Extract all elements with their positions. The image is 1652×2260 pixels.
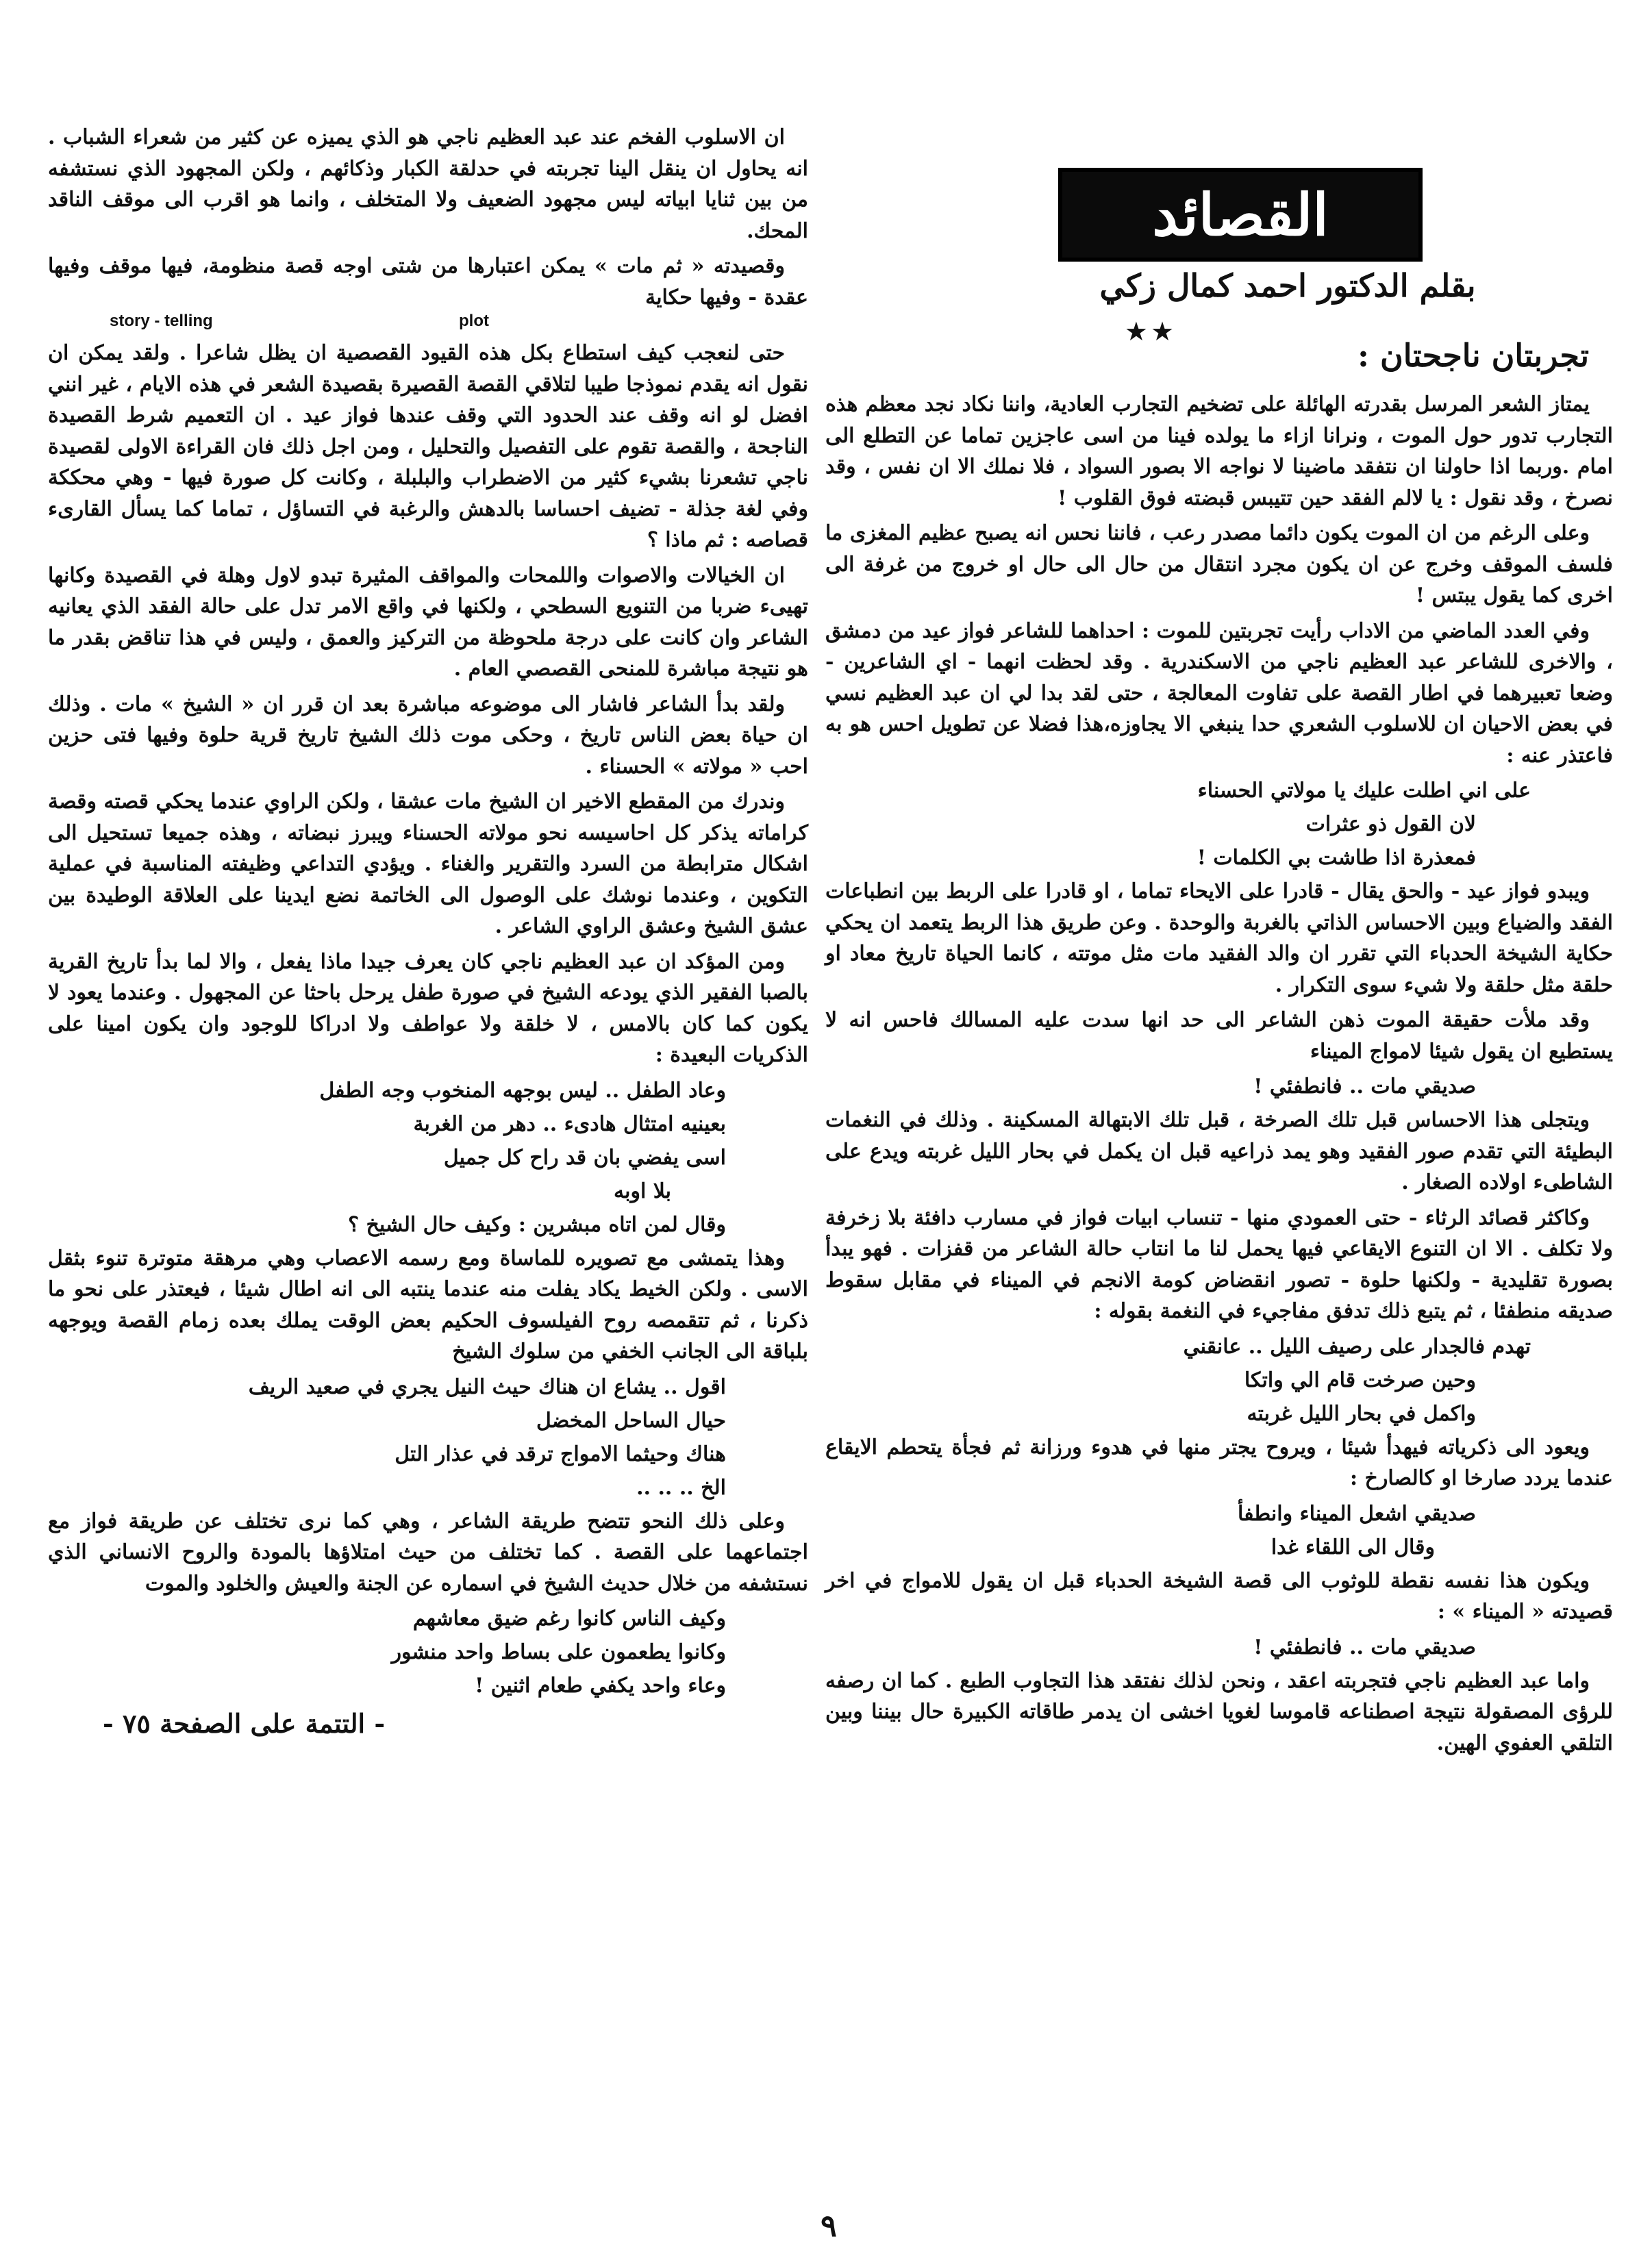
stars-ornament: ★★ xyxy=(1124,316,1177,347)
verse-line: حيال الساحل المخضل xyxy=(536,1408,726,1433)
paragraph: وقصيدته « ثم مات » يمكن اعتبارها من شتى اوجه قصة منظومة، فيها موقف وفيها عقدة - وفيها حكاية xyxy=(48,254,808,310)
paragraph: ان الاسلوب الفخم عند عبد العظيم ناجي هو الذي يميزه عن كثير من شعراء الشباب . انه يحاول ان ينقل الينا تجربته في حدلقة الكبار وذكائهم ، ولكن المجهود الذي نستشفه من بين ثنايا ابياته ليس مجهود الضعيف ولا المتخلف ، وانما هو اقرب الى موقف الناقد المحك. xyxy=(48,125,808,243)
right-column xyxy=(825,389,1613,1763)
paragraph: ويعود الى ذكرياته فيهدأ شيئا ، ويروح يجتر منها في هدوء ورزانة ثم فجأة يتحطم الايقاع عندما يردد صارخا او كالصارخ : xyxy=(825,1435,1613,1490)
verse-line: وحين صرخت قام الي واتكا xyxy=(1244,1368,1476,1392)
paragraph: ويتجلى هذا الاحساس قبل تلك الصرخة ، قبل تلك الابتهالة المسكينة . وذلك في النغمات البطيئة التي تقدم صور الفقيد وهو يمد ذراعيه قبل ان يكمل في بحار الليل غربته ويدع على الشاطىء اولاده الصغار . xyxy=(825,1108,1613,1194)
term-story-telling: story - telling xyxy=(110,312,213,330)
paragraph: وكاكثر قصائد الرثاء - حتى العمودي منها - تنساب ابيات فواز في مسارب دافئة بلا زخرفة ولا تكلف . الا ان التنوع الايقاعي فيها يحمل لنا ما انتاب حالة الشاعر من قفزات . فهو يبدأ بصورة تقليدية - ولكنها حلوة - تصور انقضاض كومة الانجم في الميناء في مقابل سقوط صديقه منطفئا ، ثم يتبع ذلك تدفق مفاجيء في النغمة بقوله : xyxy=(825,1205,1613,1323)
verse-line: الخ .. .. .. xyxy=(636,1475,726,1500)
paragraph: يمتاز الشعر المرسل بقدرته الهائلة على تضخيم التجارب العادية، واننا نكاد نجد معظم هذه التجارب تدور حول الموت ، ونرانا ازاء ما يولده فينا من اسى عاجزين تماما عن التطلع الى امام .وربما اذا حاولنا ان نتفقد ماضينا لا نواجه الا بصور السواد ، فلا نملك الا ان نفس ، وقد نصرخ ، وقد نقول : يا لالم الفقد حين تتيبس قبضته فوق القلوب ! xyxy=(825,392,1613,510)
paragraph: واما عبد العظيم ناجي فتجربته اعقد ، ونحن لذلك نفتقد هذا التجاوب الطبع . كما ان رصفه للرؤى المصقولة نتيجة اصطناعه قاموسا لغويا اخشى ان يدمر طاقاته الكبيرة حال بيننا وبين التلقي العفوي الهين. xyxy=(825,1668,1613,1755)
verse-line: فمعذرة اذا طاشت بي الكلمات ! xyxy=(1197,846,1476,870)
verse-line: وقال الى اللقاء غدا xyxy=(1271,1535,1435,1559)
paragraph: ويبدو فواز عيد - والحق يقال - قادرا على الايحاء تماما ، او قادرا على الربط بين انطباعات الفقد والضياع وبين الاحساس الذاتي بالغربة والوحدة . وعن طريق هذا الربط يتعمد ان يحكي حكاية الشيخة الحدباء التي تقرر ان والد الفقيد مات مثل موتته ، كانما الحياة تاريخ معاد او حلقة مثل حلقة ولا شيء سوى التكرار . xyxy=(825,879,1613,997)
section-logo-text: القصائد xyxy=(1152,181,1329,249)
paragraph: وعلى ذلك النحو تتضح طريقة الشاعر ، وهي كما نرى تختلف عن طريقة فواز مع اجتماعهما على القصة . كما تختلف من حيث امتلاؤها بالمودة والروح الانساني الذي نستشفه من خلال حديث الشيخ في اسماره عن الجنة والعيش والخلود والموت xyxy=(48,1509,808,1596)
verse-line: اقول .. يشاع ان هناك حيث النيل يجري في صعيد الريف xyxy=(248,1374,726,1399)
verse-line: وعاء واحد يكفي طعام اثنين ! xyxy=(475,1674,726,1698)
section-logo xyxy=(1058,168,1423,262)
verse-line: وعاد الطفل .. ليس بوجهه المنخوب وجه الطفل xyxy=(319,1078,726,1103)
paragraph: وعلى الرغم من ان الموت يكون دائما مصدر رعب ، فاننا نحس انه يصبح عظيم المغزى ما فلسف الموقف وخرج عن ان يكون مجرد انتقال من حال الى حال او خروج من غرفة الى اخرى كما يقول يبتس ! xyxy=(825,521,1613,607)
verse-line: بعينيه امتثال هادىء .. دهر من الغربة xyxy=(413,1112,726,1136)
paragraph: وفي العدد الماضي من الاداب رأيت تجربتين للموت : احداهما للشاعر فواز عيد من دمشق ، والاخرى للشاعر عبد العظيم ناجي من الاسكندرية . وقد لحظت انهما - اي الشاعرين - وضعا تعبيرهما في اطار القصة على تفاوت المعالجة ، حتى لقد بدا لي ان عبد العظيم نسي في بعض الاحيان ان للاسلوب الشعري حدا ينبغي الا يجاوزه،هذا فضلا عن تطويل احس هو به فاعتذر عنه : xyxy=(825,618,1613,768)
paragraph: وقد ملأت حقيقة الموت ذهن الشاعر الى حد انها سدت عليه المسالك فاحس انه لا يستطيع ان يقول شيئا لامواج الميناء xyxy=(825,1008,1613,1064)
verse-line: تهدم فالجدار على رصيف الليل .. عانقني xyxy=(1183,1334,1531,1359)
verse-line: وكيف الناس كانوا رغم ضيق معاشهم xyxy=(412,1607,726,1631)
verse-line: وقال لمن اتاه مبشرين : وكيف حال الشيخ ؟ xyxy=(348,1212,726,1237)
verse-line: صديقي مات .. فانطفئي ! xyxy=(1253,1075,1476,1098)
verse-line: بلا اوبه xyxy=(614,1179,671,1203)
verse-line: صديقي مات .. فانطفئي ! xyxy=(1253,1635,1476,1659)
paragraph: ومن المؤكد ان عبد العظيم ناجي كان يعرف جيدا ماذا يفعل ، والا لما بدأ تاريخ القرية بالصبا الفقير الذي يودعه الشيخ في صورة طفل يرحل باحثا عن المجهول . وعندما يعود لا يكون كما كان بالامس ، لا خلقة ولا عواطف ولا ادراكا للوجود وان يكون امينا على الذكريات البعيدة : xyxy=(48,949,808,1067)
verse-line: وكانوا يطعمون على بساط واحد منشور xyxy=(391,1640,726,1664)
term-plot: plot xyxy=(459,312,489,330)
verse-line: على اني اطلت عليك يا مولاتي الحسناء xyxy=(1197,779,1531,803)
verse-line: هناك وحيثما الامواج ترقد في عذار التل xyxy=(395,1442,726,1466)
paragraph: وندرك من المقطع الاخير ان الشيخ مات عشقا ، ولكن الراوي عندما يحكي قصته وقصة كراماته يذكر كل احاسيسه نحو مولاته الحسناء ويبرز نبضاته ، وهذه جميعا تستحيل الى اشكال مترابطة من السرد والتقرير والغناء . ويؤدي التداعي وظيفته المناسبة في عملية التكوين ، وعندما نوشك على الوصول الى الخاتمة نضع ايدينا على العلاقة الوطيدة بين عشق الشيخ وعشق الراوي الشاعر . xyxy=(48,790,808,938)
paragraph: ولقد بدأ الشاعر فاشار الى موضوعه مباشرة بعد ان قرر ان « الشيخ » مات . وذلك ان حياة بعض الناس تاريخ ، وحكى موت ذلك الشيخ تاريخ قرية حلوة وفيها فتى حزين احب « مولاته » الحسناء . xyxy=(48,692,808,779)
paragraph: وهذا يتمشى مع تصويره للماساة ومع رسمه الاعصاب وهي مرهقة متوترة تنوء بثقل الاسى . ولكن الخيط يكاد يفلت منه عندما ينتبه الى انه اطال شيئا ، فيعتذر على نحو ما ذكرنا ، ثم تتقمصه روح الفيلسوف الحكيم بعض الوقت يملك بعده زمام القصة ويوجهه بلباقة الى الجانب الخفي من سلوك الشيخ xyxy=(48,1246,808,1364)
page-number: ٩ xyxy=(821,2209,837,2244)
article-author: بقلم الدكتور احمد كمال زكي xyxy=(1099,267,1476,304)
paragraph: ان الخيالات والاصوات واللمحات والمواقف المثيرة تبدو لاول وهلة في القصيدة وكانها تهيىء ضربا من التنويع السطحي ، ولكنها في واقع الامر تدل على حالة الفقد الذي يعانيه الشاعر وان كانت على درجة ملحوظة من التركيز والعمق ، وليس في هذا تناقض بقدر ما هو نتيجة مباشرة للمنحى القصصي العام . xyxy=(48,563,808,681)
verse-line: واكمل في بحار الليل غربته xyxy=(1247,1401,1476,1426)
verse-line: صديقي اشعل الميناء وانطفأ xyxy=(1237,1501,1476,1526)
continued-note: - التتمة على الصفحة ٧٥ - xyxy=(103,1708,386,1739)
paragraph: حتى لنعجب كيف استطاع بكل هذه القيود القصصية ان يظل شاعرا . ولقد يمكن ان نقول انه يقدم نموذجا طيبا لتلاقي القصة القصيرة بقصيدة الشعر في هذه الايام ، غير انني افضل لو انه وقف عند الحدود التي وقف عندها فواز عيد . ان التعميم شرط القصيدة الناجحة ، والقصة تقوم على التفصيل والتحليل ، ومن اجل ذلك فان القراءة الاولى لقصيدة ناجي تشعرنا بشيء كثير من الاضطراب والبلبلة ، وكانت كل صورة فيها - وهي محككة وفي لغة جذلة - تضيف احساسا بالدهش والرغبة في التساؤل ، تماما كما يسأل القارىء قصاصه : ثم ماذا ؟ xyxy=(48,341,808,552)
paragraph: ويكون هذا نفسه نقطة للوثوب الى قصة الشيخة الحدباء قبل ان يقول للامواج في اخر قصيدته « الميناء » : xyxy=(825,1568,1613,1624)
verse-line: اسى يفضي بان قد راح كل جميل xyxy=(443,1145,726,1170)
article-subtitle: تجربتان ناجحتان : xyxy=(1357,337,1589,374)
english-terms-row xyxy=(48,312,808,335)
verse-line: لان القول ذو عثرات xyxy=(1305,812,1476,836)
left-column xyxy=(48,122,808,1739)
